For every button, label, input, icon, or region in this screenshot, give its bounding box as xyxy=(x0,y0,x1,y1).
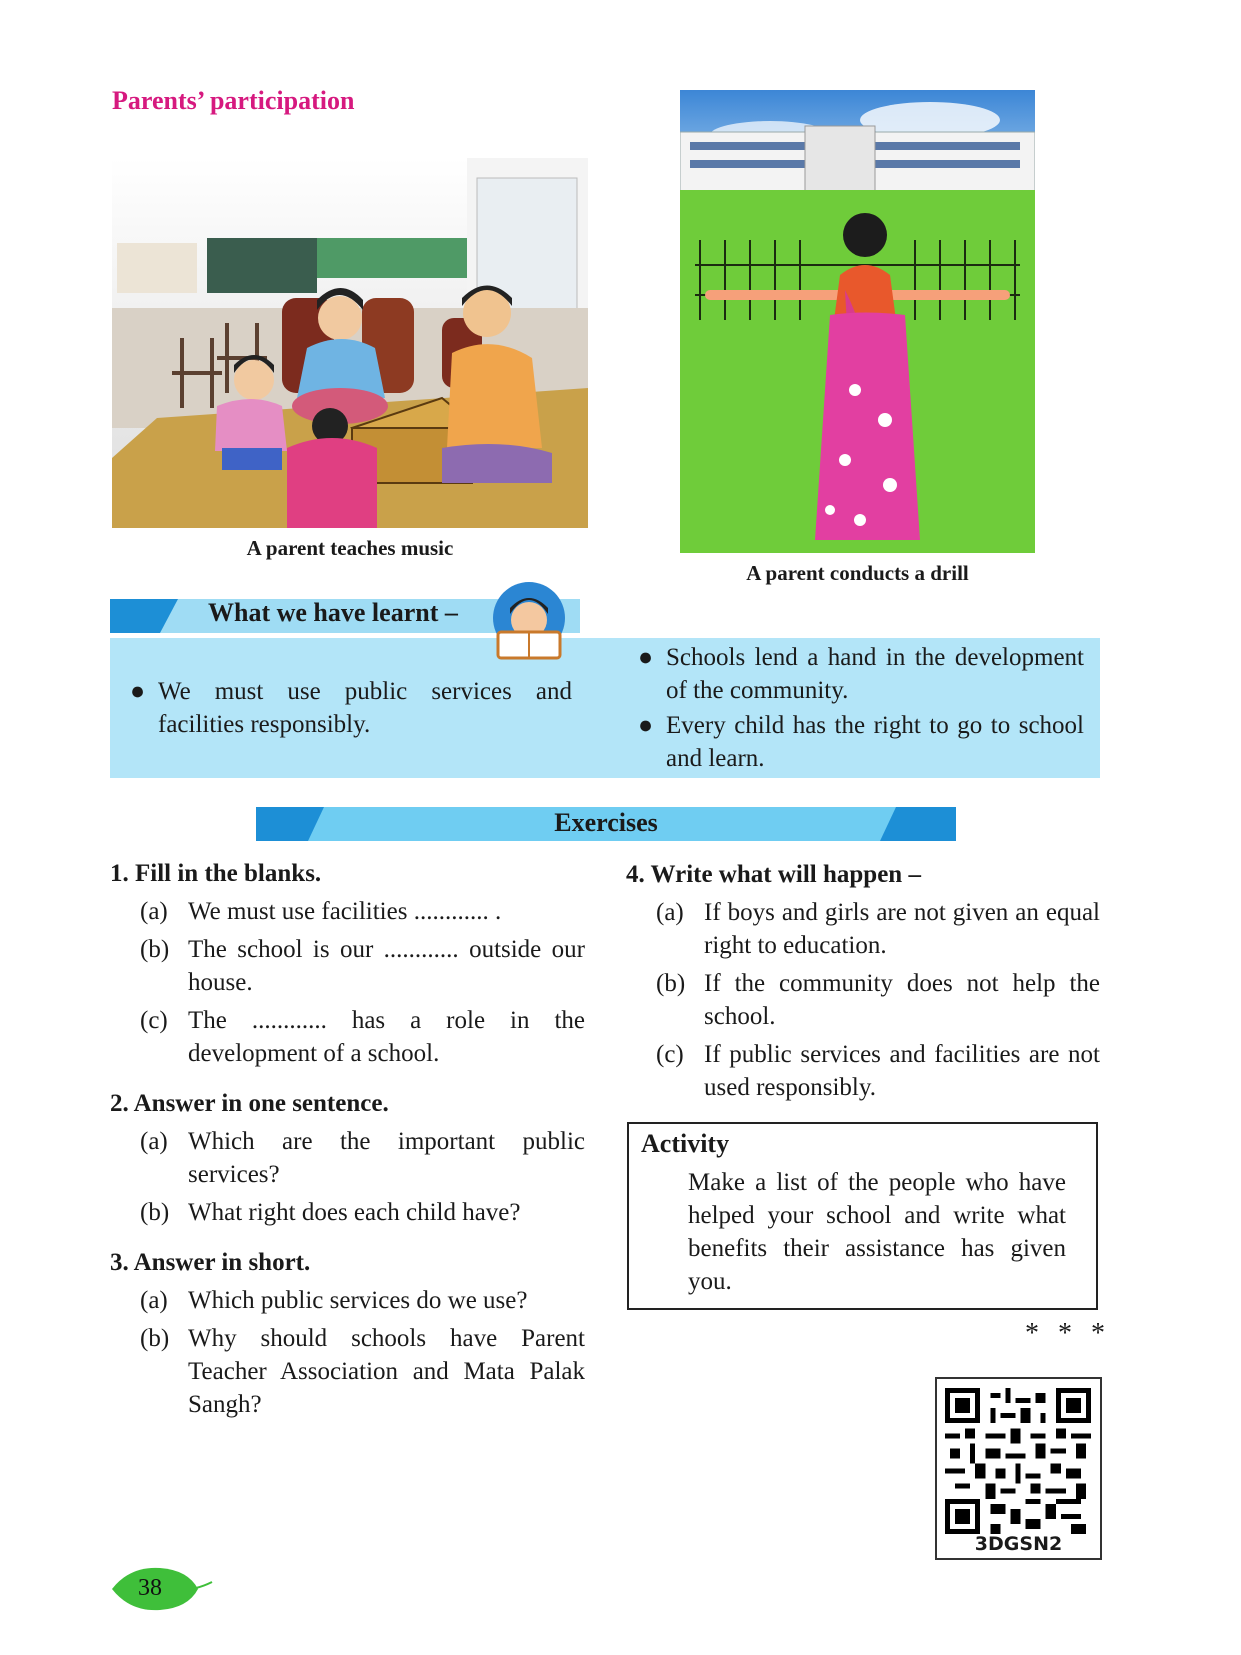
learnt-point: ● Every child has the right to go to school and learn. xyxy=(638,712,1084,772)
learnt-left-list xyxy=(130,675,572,743)
question-title: 3. Answer in short. xyxy=(110,1249,311,1276)
question-item: (b) If the community does not help the school. xyxy=(656,970,1100,1030)
question-title: 4. Write what will happen – xyxy=(626,861,921,888)
learnt-right-list xyxy=(638,641,1084,777)
question-2 xyxy=(110,1088,585,1229)
section-heading: Parents’ participation xyxy=(112,86,355,115)
drill-caption: A parent conducts a drill xyxy=(746,561,969,585)
learnt-title: What we have learnt – xyxy=(208,598,458,627)
question-3 xyxy=(110,1247,585,1421)
learnt-point: ● We must use public services and facilities responsibly. xyxy=(130,678,572,738)
question-1 xyxy=(110,858,585,1070)
question-item: (a) Which are the important public services? xyxy=(140,1128,585,1188)
question-item: (c) If public services and facilities are not used responsibly. xyxy=(656,1041,1100,1101)
qr-code-label: 3DGSN2 xyxy=(974,1533,1063,1555)
learnt-point: ● Schools lend a hand in the development of the community. xyxy=(638,644,1084,704)
music-illustration xyxy=(112,158,588,528)
question-item: (a) We must use facilities ............ . xyxy=(140,898,502,925)
section-end-stars: * * * xyxy=(1025,1318,1111,1349)
questions-left-column xyxy=(110,858,585,1439)
question-4 xyxy=(626,859,1100,1104)
exercises-title: Exercises xyxy=(554,808,658,837)
qr-code-icon[interactable] xyxy=(945,1388,1091,1534)
question-item: (c) The ............ has a role in the development of a school. xyxy=(140,1007,585,1067)
question-item: (a) Which public services do we use? xyxy=(140,1287,528,1314)
question-item: (a) If boys and girls are not given an equal right to education. xyxy=(656,899,1100,959)
child-reading-icon xyxy=(480,582,578,660)
questions-right-column xyxy=(626,859,1100,1122)
activity-title: Activity xyxy=(641,1129,730,1158)
question-item: (b) What right does each child have? xyxy=(140,1199,521,1226)
page-number: 38 xyxy=(138,1575,162,1601)
activity-text: Make a list of the people who have helped your school and write what benefits their assistance has given you. xyxy=(688,1169,1066,1295)
question-item: (b) Why should schools have Parent Teacher Association and Mata Palak Sangh? xyxy=(140,1325,585,1418)
question-title: 1. Fill in the blanks. xyxy=(110,860,322,887)
question-item: (b) The school is our ............ outside our house. xyxy=(140,936,585,996)
music-caption: A parent teaches music xyxy=(246,536,454,560)
question-title: 2. Answer in one sentence. xyxy=(110,1090,389,1117)
drill-illustration xyxy=(680,90,1035,553)
